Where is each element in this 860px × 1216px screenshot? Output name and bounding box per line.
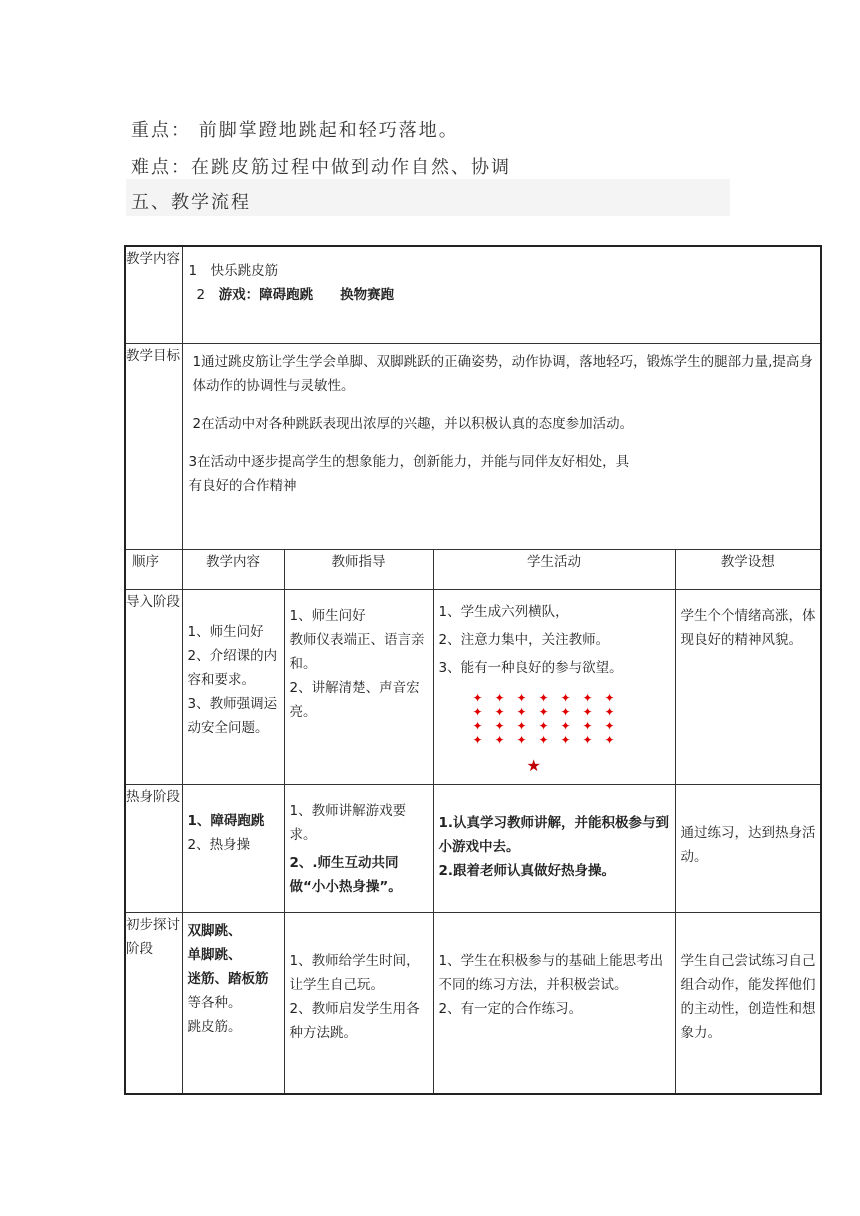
content-item: 单脚跳、 [187,946,242,963]
goal-2: 2在活动中对各种跳跃表现出浓厚的兴趣，并以积极认真的态度参加活动。 [192,415,634,432]
student-star-icon: ✦ [560,732,571,747]
section-heading [126,179,730,216]
teacher-item: 2、.师生互动共同做“小小热身操”。 [289,854,402,895]
stage-label: 导入阶段 [125,589,182,784]
content-item: 3、教师强调运动安全问题。 [187,695,278,736]
student-star-icon: ✦ [582,718,593,733]
content-cell [182,912,284,1094]
student-star-icon: ✦ [604,690,615,705]
teacher-item: 1、教师讲解游戏要求。 [289,802,407,843]
teacher-star-icon: ★ [526,755,541,775]
student-cell [433,912,675,1094]
student-star-icon: ✦ [538,690,549,705]
teacher-item: 1、教师给学生时间，让学生自己玩。 [289,952,420,993]
student-star-icon: ✦ [582,690,593,705]
student-item: 1.认真学习教师讲解，并能积极参与到小游戏中去。 [438,814,670,855]
student-star-icon: ✦ [582,704,593,719]
student-star-icon: ✦ [560,704,571,719]
header-design: 教学设想 [675,549,821,589]
student-star-icon: ✦ [538,704,549,719]
header-order: 顺序 [125,549,182,589]
teacher-cell [284,589,433,784]
student-star-icon: ✦ [516,704,527,719]
student-star-icon: ✦ [604,732,615,747]
content-line-2-prefix: 2 [196,287,219,303]
student-star-icon: ✦ [472,704,483,719]
teacher-item: 2、讲解清楚、声音宏亮。 [289,679,420,720]
header-content: 教学内容 [182,549,284,589]
student-star-icon: ✦ [604,718,615,733]
content-cell [182,589,284,784]
student-item: 3、能有一种良好的参与欲望。 [438,659,623,676]
design-item: 学生个个情绪高涨，体现良好的精神风貌。 [680,607,816,648]
section-title: 五、教学流程 [131,192,251,213]
teacher-item: 2、教师启发学生用各种方法跳。 [289,1000,420,1041]
stage-label: 热身阶段 [125,784,182,912]
goals-label-text: 教学目标 [126,347,180,364]
student-cell [433,589,675,784]
student-star-icon: ✦ [472,690,483,705]
student-item: 2、有一定的合作练习。 [438,1000,583,1017]
content-item: 1、障碍跑跳 [187,812,265,829]
content-item: 跳皮筋。 [187,1018,242,1035]
key-point-text: 重点： 前脚掌蹬地跳起和轻巧落地。 [131,120,459,141]
design-cell [675,784,821,912]
goal-1: 1通过跳皮筋让学生学会单脚、双脚跳跃的正确姿势，动作协调，落地轻巧，锻炼学生的腿部力量,提高身体动作的协调性与灵敏性。 [192,353,813,394]
student-star-icon: ✦ [560,718,571,733]
student-star-icon: ✦ [538,718,549,733]
difficulty-text: 难点：在跳皮筋过程中做到动作自然、协调 [131,157,511,178]
content-cell [182,784,284,912]
content-label [125,246,182,343]
warmup-stage-row [125,784,821,912]
student-star-icon: ✦ [494,690,505,705]
student-star-icon: ✦ [472,732,483,747]
formation-diagram [439,690,671,780]
student-star-icon: ✦ [538,732,549,747]
goals-cell [182,343,821,549]
explore-stage-row [125,912,821,1094]
header-student: 学生活动 [433,549,675,589]
content-item: 等各种。 [187,994,242,1011]
header-row [125,549,821,589]
goal-3b: 有良好的合作精神 [188,477,297,494]
header-teacher: 教师指导 [284,549,433,589]
content-item: 2、热身操 [187,836,251,853]
design-cell [675,589,821,784]
teaching-flow-table [124,245,822,1095]
student-cell [433,784,675,912]
student-star-icon: ✦ [494,732,505,747]
teacher-item: 1、师生问好 [289,607,366,624]
teacher-cell [284,784,433,912]
student-star-icon: ✦ [516,718,527,733]
student-star-icon: ✦ [472,718,483,733]
student-star-icon: ✦ [560,690,571,705]
design-cell [675,912,821,1094]
content-line-2: 游戏：障碍跑跳 换物赛跑 [218,287,395,303]
goals-row [125,343,821,549]
content-row [125,246,821,343]
goals-label [125,343,182,549]
student-star-icon: ✦ [582,732,593,747]
content-cell [182,246,821,343]
student-item: 1、学生成六列横队， [438,603,569,620]
student-star-icon: ✦ [516,732,527,747]
student-star-icon: ✦ [494,704,505,719]
student-star-icon: ✦ [516,690,527,705]
student-star-icon: ✦ [494,718,505,733]
stage-label: 初步探讨阶段 [125,912,182,1094]
goal-3a: 3在活动中逐步提高学生的想象能力，创新能力，并能与同伴友好相处，具 [188,453,630,470]
design-item: 通过练习，达到热身活动。 [680,824,816,865]
content-line-1: 1 快乐跳皮筋 [188,263,279,279]
student-item: 2、注意力集中，关注教师。 [438,631,610,648]
content-item: 迷筋、踏板筋 [187,970,269,987]
teacher-cell [284,912,433,1094]
content-item: 1、师生问好2、介绍课的内容和要求。 [187,623,278,688]
student-item: 1、学生在积极参与的基础上能思考出不同的练习方法，并积极尝试。 [438,952,664,993]
student-star-icon: ✦ [604,704,615,719]
content-label-text: 教学内容 [126,251,180,267]
design-item: 学生自己尝试练习自己组合动作，能发挥他们的主动性，创造性和想象力。 [680,952,816,1041]
teacher-item: 教师仪表端正、语言亲和。 [289,631,425,672]
content-item: 双脚跳、 [187,922,242,939]
intro-stage-row [125,589,821,784]
student-item: 2.跟着老师认真做好热身操。 [438,862,616,879]
